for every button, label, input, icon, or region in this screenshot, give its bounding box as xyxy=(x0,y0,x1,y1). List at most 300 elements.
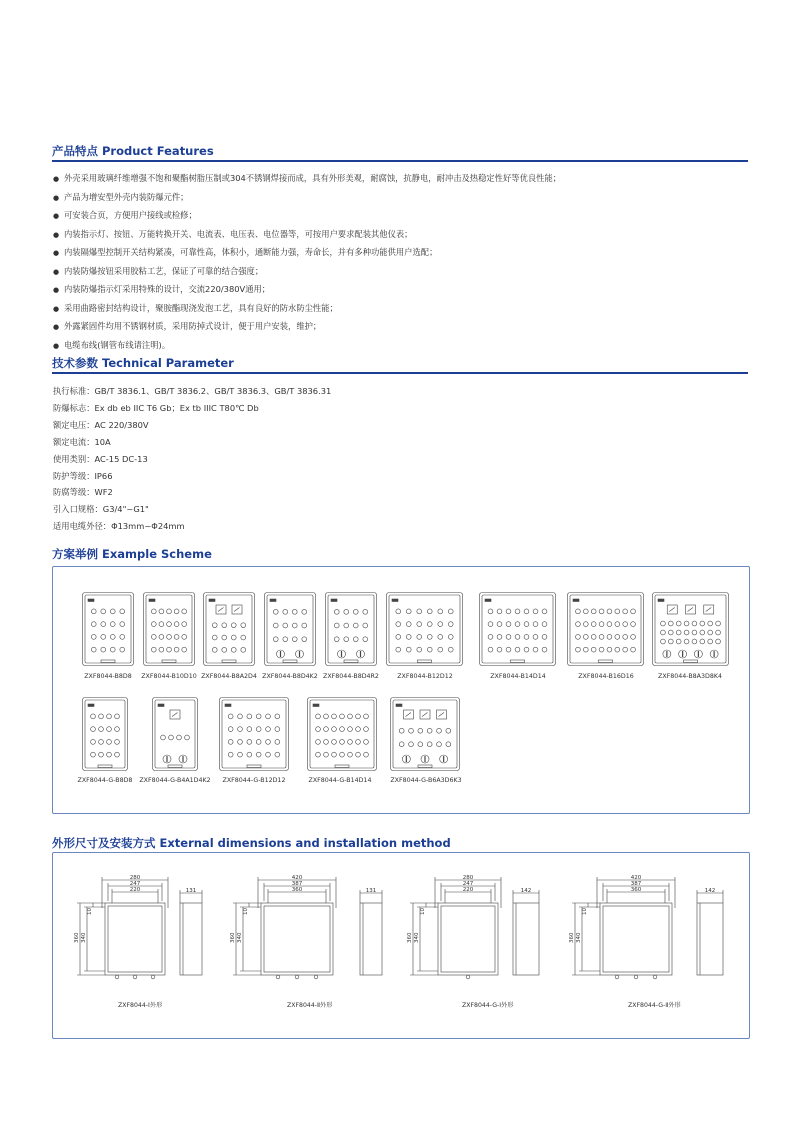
button-icon xyxy=(266,752,271,757)
button-icon xyxy=(399,742,404,747)
button-icon xyxy=(266,727,271,732)
button-icon xyxy=(212,623,217,628)
dim-width-mid: 247 xyxy=(129,881,141,887)
button-icon xyxy=(497,647,502,652)
button-icon xyxy=(222,623,227,628)
enclosure-drawing xyxy=(479,592,556,666)
button-icon xyxy=(409,728,414,733)
parameter-row: 防爆标志：Ex db eb IIC T6 Gb；Ex tb IIIC T80℃ Db xyxy=(53,402,259,413)
button-icon xyxy=(348,714,353,719)
button-icon xyxy=(396,647,401,652)
dimension-caption: ZXF8044-G-Ⅱ外形 xyxy=(628,1002,681,1009)
button-icon xyxy=(615,647,620,652)
button-icon xyxy=(107,752,112,757)
button-icon xyxy=(607,609,612,614)
button-icon xyxy=(344,623,349,628)
button-icon xyxy=(515,622,520,627)
button-icon xyxy=(631,609,636,614)
button-icon xyxy=(340,714,345,719)
button-icon xyxy=(275,714,280,719)
button-icon xyxy=(91,752,96,757)
panel-drawing xyxy=(82,697,128,771)
button-icon xyxy=(716,630,721,635)
button-icon xyxy=(396,622,401,627)
button-icon xyxy=(324,739,329,744)
button-icon xyxy=(661,639,666,644)
button-icon xyxy=(238,714,243,719)
button-icon xyxy=(222,635,227,640)
button-icon xyxy=(340,739,345,744)
model-label: ZXF8044-B8D8 xyxy=(84,673,132,680)
button-icon xyxy=(353,609,358,614)
dim-offset: 10 xyxy=(420,908,426,915)
button-icon xyxy=(107,714,112,719)
dim-width-outer: 420 xyxy=(630,875,642,881)
feature-item: ● 内装防爆指示灯采用特殊的设计，交流220/380V通用； xyxy=(53,284,271,294)
button-icon xyxy=(661,621,666,626)
enclosure-drawing xyxy=(325,592,377,666)
button-icon xyxy=(438,609,443,614)
parameters-list xyxy=(53,383,653,535)
button-icon xyxy=(356,714,361,719)
button-icon xyxy=(661,630,666,635)
button-icon xyxy=(169,735,174,740)
dim-depth: 142 xyxy=(520,888,532,894)
panel-drawing xyxy=(307,697,377,771)
button-icon xyxy=(344,609,349,614)
dim-width-mid: 387 xyxy=(291,881,303,887)
button-icon xyxy=(684,639,689,644)
button-icon xyxy=(182,622,187,627)
button-icon xyxy=(396,634,401,639)
button-icon xyxy=(448,622,453,627)
dim-height-outer: 360 xyxy=(74,932,80,943)
feature-item: ● 内装隔爆型控制开关结构紧凑，可靠性高，体积小，通断能力强，寿命长，并有多种功能供用户选配； xyxy=(53,247,438,257)
enclosure-drawing xyxy=(264,592,316,666)
dim-height-inner: 340 xyxy=(576,932,582,943)
button-icon xyxy=(256,739,261,744)
button-icon xyxy=(591,634,596,639)
dimension-drawing xyxy=(405,873,555,983)
button-icon xyxy=(599,634,604,639)
button-icon xyxy=(91,622,96,627)
dim-width-inner: 220 xyxy=(129,887,141,893)
dimensions-title: 外形尺寸及安装方式 External dimensions and installation method xyxy=(52,836,451,850)
features-title: 产品特点 Product Features xyxy=(52,144,214,158)
button-icon xyxy=(497,622,502,627)
dim-height-inner: 340 xyxy=(81,932,87,943)
button-icon xyxy=(533,622,538,627)
parameter-row: 适用电缆外径：Φ13mm~Φ24mm xyxy=(53,521,185,532)
button-icon xyxy=(676,639,681,644)
dim-offset: 10 xyxy=(582,908,588,915)
features-rule xyxy=(52,160,748,162)
button-icon xyxy=(316,714,321,719)
button-icon xyxy=(302,623,307,628)
button-icon xyxy=(151,634,156,639)
dim-width-mid: 387 xyxy=(630,881,642,887)
button-icon xyxy=(228,752,233,757)
button-icon xyxy=(332,714,337,719)
button-icon xyxy=(542,647,547,652)
button-icon xyxy=(174,622,179,627)
button-icon xyxy=(363,637,368,642)
button-icon xyxy=(120,622,125,627)
button-icon xyxy=(668,621,673,626)
parameter-row: 执行标准：GB/T 3836.1、GB/T 3836.2、GB/T 3836.3、GB/T 3836.31 xyxy=(53,386,332,396)
button-icon xyxy=(174,609,179,614)
button-icon xyxy=(542,622,547,627)
dim-offset: 10 xyxy=(87,908,93,915)
button-icon xyxy=(283,623,288,628)
parameter-row: 防护等级：IP66 xyxy=(53,470,113,481)
button-icon xyxy=(542,609,547,614)
button-icon xyxy=(576,622,581,627)
panel-drawing xyxy=(567,592,644,666)
dim-height-outer: 360 xyxy=(407,932,413,943)
parameters-rule xyxy=(52,372,748,374)
button-icon xyxy=(438,634,443,639)
button-icon xyxy=(615,634,620,639)
button-icon xyxy=(591,647,596,652)
button-icon xyxy=(247,714,252,719)
button-icon xyxy=(448,634,453,639)
button-icon xyxy=(275,727,280,732)
button-icon xyxy=(228,714,233,719)
button-icon xyxy=(324,752,329,757)
button-icon xyxy=(631,622,636,627)
button-icon xyxy=(238,727,243,732)
button-icon xyxy=(332,727,337,732)
button-icon xyxy=(334,623,339,628)
button-icon xyxy=(427,728,432,733)
button-icon xyxy=(247,727,252,732)
button-icon xyxy=(631,647,636,652)
button-icon xyxy=(427,647,432,652)
feature-item: ● 电缆布线(钢管布线请注明)。 xyxy=(53,339,171,350)
button-icon xyxy=(427,742,432,747)
button-icon xyxy=(607,622,612,627)
button-icon xyxy=(668,639,673,644)
button-icon xyxy=(101,622,106,627)
button-icon xyxy=(599,622,604,627)
button-icon xyxy=(292,637,297,642)
button-icon xyxy=(364,727,369,732)
button-icon xyxy=(623,622,628,627)
parameters-heading xyxy=(52,355,748,377)
example-title: 方案举例 Example Scheme xyxy=(52,547,212,561)
button-icon xyxy=(212,647,217,652)
button-icon xyxy=(177,735,182,740)
button-icon xyxy=(228,727,233,732)
button-icon xyxy=(692,621,697,626)
model-label: ZXF8044-G-B4A1D4K2 xyxy=(139,777,211,784)
button-icon xyxy=(599,609,604,614)
dim-height-outer: 360 xyxy=(569,932,575,943)
button-icon xyxy=(700,639,705,644)
button-icon xyxy=(115,752,120,757)
button-icon xyxy=(437,742,442,747)
button-icon xyxy=(256,727,261,732)
button-icon xyxy=(340,727,345,732)
button-icon xyxy=(324,727,329,732)
button-icon xyxy=(583,609,588,614)
button-icon xyxy=(340,752,345,757)
dim-width-outer: 280 xyxy=(129,875,141,881)
button-icon xyxy=(591,609,596,614)
dim-offset: 10 xyxy=(243,908,249,915)
button-icon xyxy=(115,727,120,732)
dim-height-outer: 360 xyxy=(230,932,236,943)
button-icon xyxy=(524,647,529,652)
button-icon xyxy=(591,622,596,627)
button-icon xyxy=(316,739,321,744)
button-icon xyxy=(623,609,628,614)
button-icon xyxy=(363,623,368,628)
model-label: ZXF8044-G-B8D8 xyxy=(77,777,133,784)
button-icon xyxy=(406,609,411,614)
button-icon xyxy=(409,742,414,747)
button-icon xyxy=(631,634,636,639)
button-icon xyxy=(120,609,125,614)
button-icon xyxy=(488,634,493,639)
button-icon xyxy=(91,634,96,639)
button-icon xyxy=(167,634,172,639)
button-icon xyxy=(488,647,493,652)
button-icon xyxy=(302,637,307,642)
button-icon xyxy=(332,752,337,757)
button-icon xyxy=(247,739,252,744)
enclosure-drawing xyxy=(82,592,134,666)
button-icon xyxy=(396,609,401,614)
button-icon xyxy=(107,727,112,732)
panel-drawing xyxy=(390,697,460,771)
example-heading xyxy=(52,546,748,568)
button-icon xyxy=(99,739,104,744)
enclosure-drawing xyxy=(307,697,377,771)
button-icon xyxy=(302,609,307,614)
button-icon xyxy=(406,647,411,652)
button-icon xyxy=(241,623,246,628)
button-icon xyxy=(348,739,353,744)
button-icon xyxy=(238,739,243,744)
button-icon xyxy=(716,621,721,626)
panel-drawing xyxy=(82,592,134,666)
dim-height-inner: 340 xyxy=(237,932,243,943)
button-icon xyxy=(417,647,422,652)
button-icon xyxy=(497,634,502,639)
dim-depth: 142 xyxy=(704,888,716,894)
parameter-row: 额定电压：AC 220/380V xyxy=(53,419,149,430)
model-label: ZXF8044-B14D14 xyxy=(490,673,546,680)
button-icon xyxy=(583,622,588,627)
button-icon xyxy=(524,622,529,627)
button-icon xyxy=(446,728,451,733)
dimension-view-2 xyxy=(228,873,400,983)
button-icon xyxy=(623,647,628,652)
button-icon xyxy=(364,739,369,744)
button-icon xyxy=(110,609,115,614)
dimension-drawing xyxy=(72,873,222,983)
button-icon xyxy=(692,630,697,635)
button-icon xyxy=(120,634,125,639)
feature-item: ● 内装防爆按钮采用胶粘工艺，保证了可靠的结合强度； xyxy=(53,265,264,276)
button-icon xyxy=(101,647,106,652)
dim-depth: 131 xyxy=(185,888,197,894)
button-icon xyxy=(716,639,721,644)
button-icon xyxy=(417,609,422,614)
dim-width-inner: 360 xyxy=(630,887,642,893)
button-icon xyxy=(334,609,339,614)
button-icon xyxy=(533,609,538,614)
button-icon xyxy=(427,634,432,639)
panel-drawing xyxy=(652,592,729,666)
button-icon xyxy=(334,637,339,642)
button-icon xyxy=(316,752,321,757)
model-label: ZXF8044-B8A3D8K4 xyxy=(658,673,722,680)
parameters-title: 技术参数 Technical Parameter xyxy=(52,356,234,370)
features-list xyxy=(53,170,743,355)
button-icon xyxy=(607,634,612,639)
button-icon xyxy=(684,630,689,635)
button-icon xyxy=(107,739,112,744)
button-icon xyxy=(324,714,329,719)
model-label: ZXF8044-B8D4R2 xyxy=(323,673,379,680)
button-icon xyxy=(99,727,104,732)
model-label: ZXF8044-B8D4K2 xyxy=(262,673,318,680)
model-label: ZXF8044-B10D10 xyxy=(141,673,197,680)
button-icon xyxy=(399,728,404,733)
button-icon xyxy=(91,714,96,719)
model-label: ZXF8044-B8A2D4 xyxy=(201,673,257,680)
button-icon xyxy=(273,637,278,642)
button-icon xyxy=(110,647,115,652)
button-icon xyxy=(363,609,368,614)
button-icon xyxy=(151,609,156,614)
button-icon xyxy=(437,728,442,733)
enclosure-drawing xyxy=(152,697,198,771)
button-icon xyxy=(231,635,236,640)
button-icon xyxy=(700,621,705,626)
button-icon xyxy=(91,727,96,732)
dim-width-inner: 360 xyxy=(291,887,303,893)
button-icon xyxy=(283,609,288,614)
button-icon xyxy=(406,622,411,627)
button-icon xyxy=(344,637,349,642)
button-icon xyxy=(708,630,713,635)
button-icon xyxy=(292,609,297,614)
button-icon xyxy=(266,714,271,719)
button-icon xyxy=(182,609,187,614)
button-icon xyxy=(151,647,156,652)
button-icon xyxy=(708,621,713,626)
button-icon xyxy=(438,647,443,652)
feature-item: ● 外露紧固件均用不锈钢材质，采用防掉式设计，便于用户安装，维护； xyxy=(53,321,322,331)
button-icon xyxy=(506,647,511,652)
button-icon xyxy=(91,647,96,652)
button-icon xyxy=(159,609,164,614)
parameter-row: 引入口规格：G3/4"~G1" xyxy=(53,504,149,515)
button-icon xyxy=(515,634,520,639)
feature-item: ● 产品为增安型外壳内装防爆元件； xyxy=(53,191,189,202)
button-icon xyxy=(356,739,361,744)
panel-drawing xyxy=(152,697,198,771)
button-icon xyxy=(231,647,236,652)
button-icon xyxy=(438,622,443,627)
button-icon xyxy=(110,634,115,639)
model-label: ZXF8044-G-B12D12 xyxy=(222,777,286,784)
button-icon xyxy=(316,727,321,732)
button-icon xyxy=(533,647,538,652)
button-icon xyxy=(356,727,361,732)
button-icon xyxy=(275,752,280,757)
button-icon xyxy=(488,622,493,627)
enclosure-drawing xyxy=(652,592,729,666)
button-icon xyxy=(167,647,172,652)
parameter-row: 防腐等级：WF2 xyxy=(53,487,113,498)
button-icon xyxy=(182,647,187,652)
dimension-caption: ZXF8044-Ⅱ外形 xyxy=(287,1002,333,1009)
button-icon xyxy=(159,622,164,627)
parameter-row: 使用类别：AC-15 DC-13 xyxy=(53,453,148,464)
dimension-drawing xyxy=(567,873,739,983)
enclosure-drawing xyxy=(386,592,463,666)
button-icon xyxy=(353,637,358,642)
button-icon xyxy=(676,630,681,635)
button-icon xyxy=(524,609,529,614)
button-icon xyxy=(542,634,547,639)
dimension-view-4 xyxy=(567,873,739,983)
feature-item: ● 外壳采用玻璃纤维增强不饱和聚酯树脂压制或304不锈钢焊接而成，具有外形美观，耐腐蚀，抗静电，耐冲击及热稳定性好等优良性能； xyxy=(53,173,562,183)
button-icon xyxy=(417,634,422,639)
button-icon xyxy=(506,622,511,627)
button-icon xyxy=(174,647,179,652)
button-icon xyxy=(684,621,689,626)
button-icon xyxy=(91,739,96,744)
button-icon xyxy=(692,639,697,644)
button-icon xyxy=(283,637,288,642)
button-icon xyxy=(599,647,604,652)
button-icon xyxy=(185,735,190,740)
button-icon xyxy=(364,752,369,757)
button-icon xyxy=(273,623,278,628)
model-label: ZXF8044-B12D12 xyxy=(397,673,453,680)
model-label: ZXF8044-B16D16 xyxy=(578,673,634,680)
button-icon xyxy=(418,742,423,747)
dim-width-mid: 247 xyxy=(462,881,474,887)
button-icon xyxy=(506,609,511,614)
button-icon xyxy=(700,630,705,635)
button-icon xyxy=(533,634,538,639)
button-icon xyxy=(101,609,106,614)
panel-drawing xyxy=(386,592,463,666)
button-icon xyxy=(167,609,172,614)
button-icon xyxy=(515,647,520,652)
enclosure-drawing xyxy=(390,697,460,771)
button-icon xyxy=(668,630,673,635)
button-icon xyxy=(448,609,453,614)
dimension-view-1 xyxy=(72,873,222,983)
enclosure-drawing xyxy=(143,592,195,666)
enclosure-drawing xyxy=(82,697,128,771)
panel-drawing xyxy=(264,592,316,666)
button-icon xyxy=(506,634,511,639)
button-icon xyxy=(228,739,233,744)
button-icon xyxy=(356,752,361,757)
dimension-view-3 xyxy=(405,873,555,983)
dim-width-inner: 220 xyxy=(462,887,474,893)
dim-width-outer: 280 xyxy=(462,875,474,881)
